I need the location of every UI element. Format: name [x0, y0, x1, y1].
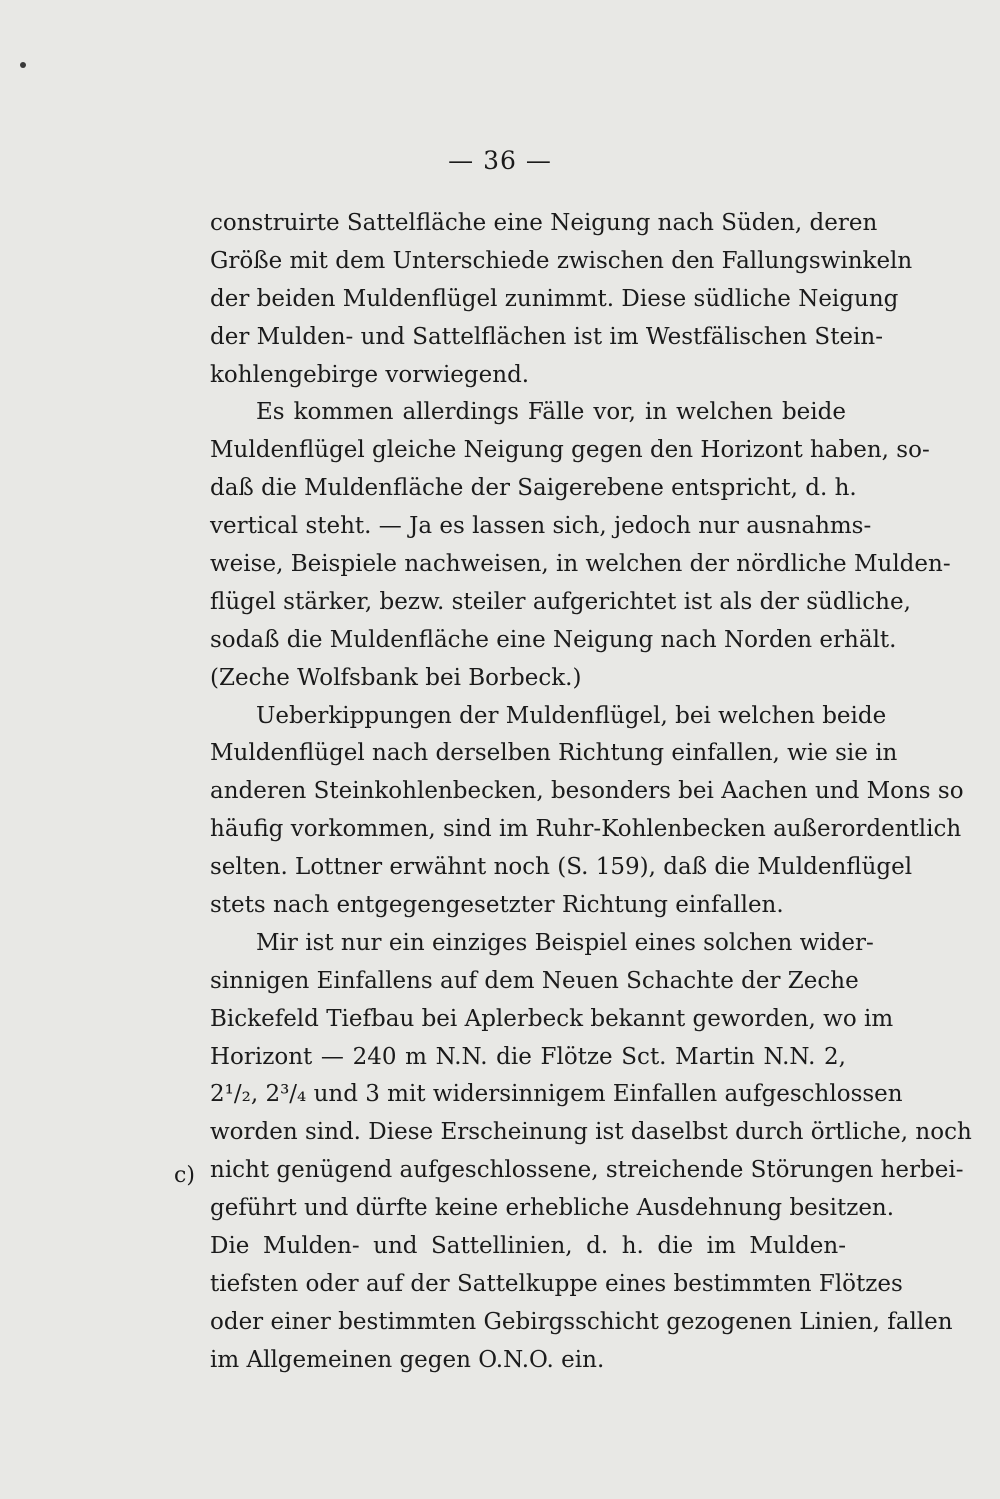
text-line: Horizont — 240 m N.N. die Flötze Sct. Martin N.N. 2, [210, 1043, 846, 1070]
text-line: flügel stärker, bezw. steiler aufgerichtet ist als der südliche, [210, 588, 911, 615]
text-line: construirte Sattelfläche eine Neigung nach Süden, deren [210, 210, 878, 236]
text-line: tiefsten oder auf der Sattelkuppe eines bestimmten Flötzes [210, 1270, 903, 1297]
text-line: 2¹/₂, 2³/₄ und 3 mit widersinnigem Einfallen aufgeschlossen [210, 1081, 903, 1108]
speck-mark [20, 62, 26, 68]
text-line: sodaß die Muldenfläche eine Neigung nach Norden erhält. [210, 626, 897, 653]
text-line: sinnigen Einfallens auf dem Neuen Schachte der Zeche [210, 967, 859, 994]
text-line: häufig vorkommen, sind im Ruhr-Kohlenbecken außerordentlich [210, 816, 962, 843]
text-line: der beiden Muldenflügel zunimmt. Diese südliche Neigung [210, 285, 899, 312]
text-line: worden sind. Diese Erscheinung ist daselbst durch örtliche, noch [210, 1119, 972, 1146]
text-line: Muldenflügel gleiche Neigung gegen den Horizont haben, so- [210, 437, 930, 464]
body-text [210, 205, 972, 1380]
page-number: — 36 — [448, 146, 552, 175]
text-line: nicht genügend aufgeschlossene, streichende Störungen herbei- [210, 1157, 964, 1184]
text-line: Mir ist nur ein einziges Beispiel eines solchen wider- [256, 929, 874, 956]
text-line: vertical steht. — Ja es lassen sich, jedoch nur ausnahms- [210, 513, 872, 540]
text-line: Muldenflügel nach derselben Richtung einfallen, wie sie in [210, 740, 898, 767]
text-line: kohlengebirge vorwiegend. [210, 361, 530, 388]
text-line: Die Mulden- und Sattellinien, d. h. die im Mulden- [210, 1233, 846, 1260]
text-line: im Allgemeinen gegen O.N.O. ein. [210, 1346, 605, 1373]
text-line: geführt und dürfte keine erhebliche Ausdehnung besitzen. [210, 1195, 895, 1222]
text-line: Größe mit dem Unterschiede zwischen den Fallungswinkeln [210, 247, 913, 274]
text-line: anderen Steinkohlenbecken, besonders bei Aachen und Mons so [210, 778, 964, 805]
text-line: selten. Lottner erwähnt noch (S. 159), daß die Muldenflügel [210, 854, 913, 881]
text-line: Es kommen allerdings Fälle vor, in welchen beide [256, 399, 846, 426]
text-line: daß die Muldenfläche der Saigerebene entspricht, d. h. [210, 475, 857, 502]
text-line: Bickefeld Tiefbau bei Aplerbeck bekannt geworden, wo im [210, 1005, 894, 1032]
text-line: stets nach entgegengesetzter Richtung einfallen. [210, 892, 784, 919]
text-line: der Mulden- und Sattelflächen ist im Westfälischen Stein- [210, 323, 883, 350]
text-line: (Zeche Wolfsbank bei Borbeck.) [210, 664, 582, 691]
list-marker: c) [174, 1163, 195, 1188]
text-line: Ueberkippungen der Muldenflügel, bei welchen beide [256, 702, 887, 729]
text-line: oder einer bestimmten Gebirgsschicht gezogenen Linien, fallen [210, 1308, 953, 1335]
text-line: weise, Beispiele nachweisen, in welchen der nördliche Mulden- [210, 551, 951, 578]
